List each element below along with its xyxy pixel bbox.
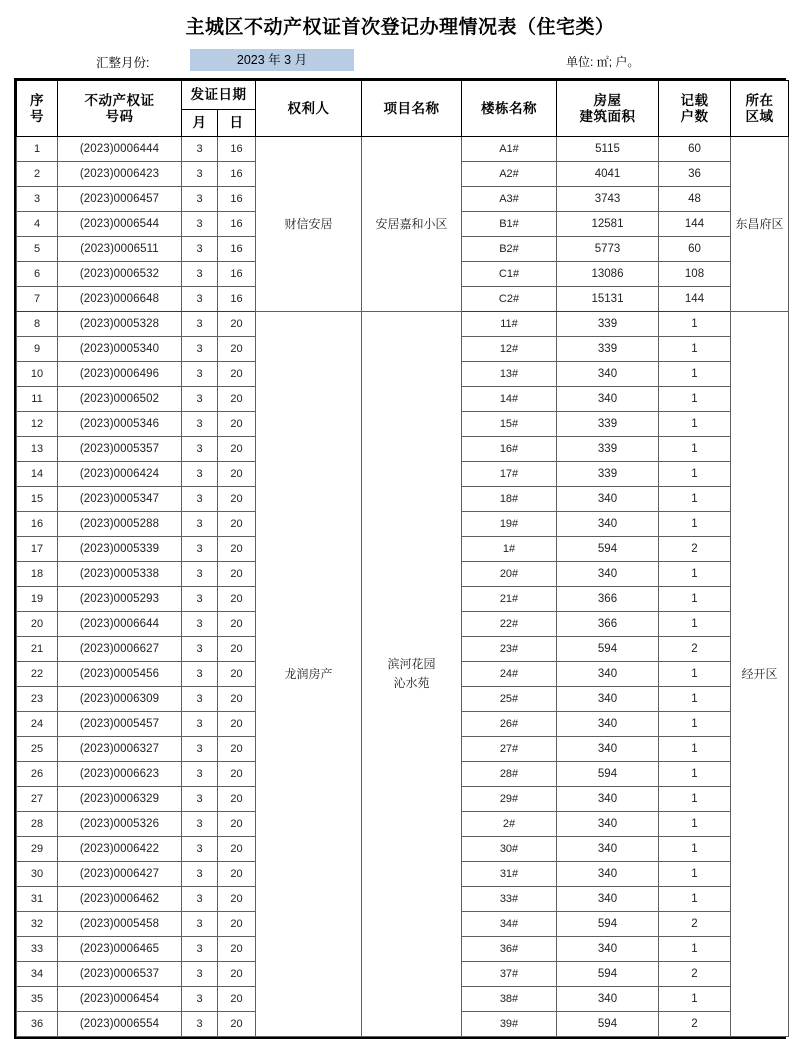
cell-cert: (2023)0006644 (58, 612, 182, 637)
cell-seq: 17 (17, 537, 58, 562)
cell-seq: 35 (17, 987, 58, 1012)
cell-month: 3 (182, 787, 218, 812)
cell-area: 340 (557, 387, 659, 412)
cell-units: 2 (659, 1012, 731, 1037)
cell-month: 3 (182, 262, 218, 287)
cell-month: 3 (182, 687, 218, 712)
cell-month: 3 (182, 712, 218, 737)
cell-day: 20 (218, 612, 256, 637)
cell-building: 37# (462, 962, 557, 987)
cell-cert: (2023)0006554 (58, 1012, 182, 1037)
cell-project (362, 312, 462, 1037)
cell-project-line: 滨河花园 (387, 657, 436, 672)
cell-month: 3 (182, 887, 218, 912)
cell-units: 1 (659, 837, 731, 862)
cell-building: 36# (462, 937, 557, 962)
cell-building: 2# (462, 812, 557, 837)
cell-seq: 13 (17, 437, 58, 462)
cell-month: 3 (182, 212, 218, 237)
cell-cert: (2023)0005457 (58, 712, 182, 737)
cell-area: 13086 (557, 262, 659, 287)
cell-area: 594 (557, 962, 659, 987)
cell-day: 20 (218, 662, 256, 687)
table-body (17, 137, 789, 1037)
cell-units: 60 (659, 237, 731, 262)
cell-seq: 36 (17, 1012, 58, 1037)
cell-area: 340 (557, 487, 659, 512)
cell-seq: 7 (17, 287, 58, 312)
cell-area: 340 (557, 737, 659, 762)
cell-units: 144 (659, 212, 731, 237)
cell-area: 340 (557, 837, 659, 862)
cell-units: 1 (659, 762, 731, 787)
cell-building: 22# (462, 612, 557, 637)
cell-seq: 34 (17, 962, 58, 987)
column-header-region (731, 81, 789, 137)
cell-cert: (2023)0006424 (58, 462, 182, 487)
header-cert-line1: 不动产权证 (84, 92, 155, 108)
cell-seq: 11 (17, 387, 58, 412)
cell-building: 24# (462, 662, 557, 687)
cell-cert: (2023)0006465 (58, 937, 182, 962)
cell-cert: (2023)0006502 (58, 387, 182, 412)
cell-day: 16 (218, 287, 256, 312)
cell-owner-line: 龙润房产 (284, 666, 333, 681)
cell-seq: 10 (17, 362, 58, 387)
cell-day: 20 (218, 337, 256, 362)
cell-area: 340 (557, 787, 659, 812)
cell-seq: 14 (17, 462, 58, 487)
cell-cert: (2023)0005338 (58, 562, 182, 587)
column-header-seq (17, 81, 58, 137)
cell-month: 3 (182, 437, 218, 462)
cell-project-line: 沁水苑 (393, 676, 430, 690)
cell-month: 3 (182, 837, 218, 862)
cell-day: 16 (218, 162, 256, 187)
cell-building: A2# (462, 162, 557, 187)
cell-units: 1 (659, 437, 731, 462)
cell-month: 3 (182, 587, 218, 612)
cell-seq: 33 (17, 937, 58, 962)
cell-building: 31# (462, 862, 557, 887)
cell-building: 34# (462, 912, 557, 937)
unit-note-suffix: ; 户。 (608, 55, 640, 69)
cell-cert: (2023)0006648 (58, 287, 182, 312)
cell-cert: (2023)0005328 (58, 312, 182, 337)
cell-building: 23# (462, 637, 557, 662)
cell-cert: (2023)0006544 (58, 212, 182, 237)
cell-cert: (2023)0005357 (58, 437, 182, 462)
cell-day: 16 (218, 187, 256, 212)
cell-day: 20 (218, 862, 256, 887)
cell-units: 1 (659, 362, 731, 387)
cell-seq: 2 (17, 162, 58, 187)
cell-area: 340 (557, 987, 659, 1012)
cell-building: B2# (462, 237, 557, 262)
cell-seq: 19 (17, 587, 58, 612)
period-label: 汇整月份: (96, 56, 150, 70)
cell-cert: (2023)0006423 (58, 162, 182, 187)
cell-month: 3 (182, 812, 218, 837)
cell-building: 1# (462, 537, 557, 562)
column-header-day: 日 (218, 110, 256, 137)
cell-seq: 15 (17, 487, 58, 512)
cell-month: 3 (182, 187, 218, 212)
cell-building: 15# (462, 412, 557, 437)
cell-month: 3 (182, 387, 218, 412)
header-region-line2: 区域 (745, 108, 774, 124)
table-row (17, 312, 789, 337)
table-header (17, 81, 789, 137)
unit-symbol: ㎡ (596, 55, 609, 69)
header-cert-line2: 号码 (105, 108, 134, 124)
cell-units: 144 (659, 287, 731, 312)
cell-building: 33# (462, 887, 557, 912)
cell-units: 1 (659, 312, 731, 337)
cell-area: 340 (557, 937, 659, 962)
column-header-project: 项目名称 (362, 81, 462, 137)
cell-area: 12581 (557, 212, 659, 237)
registration-table-container (14, 78, 786, 1039)
cell-units: 1 (659, 712, 731, 737)
cell-building: 21# (462, 587, 557, 612)
cell-owner-line: 财信安居 (284, 216, 333, 231)
cell-cert: (2023)0006454 (58, 987, 182, 1012)
cell-area: 4041 (557, 162, 659, 187)
cell-day: 20 (218, 762, 256, 787)
cell-units: 1 (659, 787, 731, 812)
cell-day: 20 (218, 637, 256, 662)
cell-units: 1 (659, 862, 731, 887)
cell-month: 3 (182, 762, 218, 787)
cell-area: 340 (557, 887, 659, 912)
cell-month: 3 (182, 287, 218, 312)
cell-month: 3 (182, 512, 218, 537)
cell-region: 经开区 (731, 312, 789, 1037)
cell-month: 3 (182, 637, 218, 662)
cell-area: 340 (557, 512, 659, 537)
cell-area: 340 (557, 562, 659, 587)
column-header-owner: 权利人 (256, 81, 362, 137)
cell-units: 1 (659, 937, 731, 962)
cell-month: 3 (182, 337, 218, 362)
cell-building: A3# (462, 187, 557, 212)
cell-seq: 16 (17, 512, 58, 537)
cell-day: 20 (218, 537, 256, 562)
cell-building: 12# (462, 337, 557, 362)
unit-note (566, 53, 639, 70)
header-seq-line1: 序 (30, 92, 44, 108)
period-value-field[interactable]: 2023 年 3 月 (190, 49, 354, 71)
cell-seq: 23 (17, 687, 58, 712)
cell-month: 3 (182, 137, 218, 162)
cell-units: 2 (659, 637, 731, 662)
cell-seq: 21 (17, 637, 58, 662)
cell-seq: 9 (17, 337, 58, 362)
cell-units: 1 (659, 562, 731, 587)
cell-units: 1 (659, 812, 731, 837)
cell-units: 1 (659, 887, 731, 912)
cell-day: 20 (218, 837, 256, 862)
cell-cert: (2023)0006537 (58, 962, 182, 987)
column-header-units (659, 81, 731, 137)
cell-month: 3 (182, 737, 218, 762)
cell-building: 28# (462, 762, 557, 787)
cell-area: 594 (557, 912, 659, 937)
cell-day: 20 (218, 1012, 256, 1037)
cell-owner (256, 312, 362, 1037)
cell-area: 340 (557, 712, 659, 737)
cell-building: 26# (462, 712, 557, 737)
column-header-cert (58, 81, 182, 137)
cell-day: 16 (218, 212, 256, 237)
header-area-line2: 建筑面积 (579, 108, 636, 124)
cell-month: 3 (182, 362, 218, 387)
registration-table (16, 80, 789, 1037)
cell-cert: (2023)0005326 (58, 812, 182, 837)
cell-day: 20 (218, 362, 256, 387)
cell-building: C1# (462, 262, 557, 287)
cell-seq: 1 (17, 137, 58, 162)
cell-cert: (2023)0005340 (58, 337, 182, 362)
cell-day: 20 (218, 962, 256, 987)
cell-cert: (2023)0006309 (58, 687, 182, 712)
cell-units: 1 (659, 387, 731, 412)
cell-area: 340 (557, 687, 659, 712)
header-seq-line2: 号 (30, 108, 44, 124)
cell-month: 3 (182, 462, 218, 487)
cell-cert: (2023)0005456 (58, 662, 182, 687)
cell-day: 20 (218, 887, 256, 912)
cell-day: 20 (218, 487, 256, 512)
cell-area: 340 (557, 862, 659, 887)
cell-seq: 25 (17, 737, 58, 762)
cell-day: 20 (218, 312, 256, 337)
cell-units: 1 (659, 512, 731, 537)
unit-note-prefix: 单位: (566, 55, 594, 69)
cell-units: 1 (659, 987, 731, 1012)
cell-seq: 12 (17, 412, 58, 437)
cell-cert: (2023)0005288 (58, 512, 182, 537)
cell-seq: 4 (17, 212, 58, 237)
cell-building: B1# (462, 212, 557, 237)
cell-seq: 22 (17, 662, 58, 687)
cell-month: 3 (182, 537, 218, 562)
cell-day: 20 (218, 687, 256, 712)
cell-day: 20 (218, 912, 256, 937)
cell-month: 3 (182, 937, 218, 962)
cell-area: 3743 (557, 187, 659, 212)
cell-units: 2 (659, 912, 731, 937)
cell-month: 3 (182, 1012, 218, 1037)
cell-area: 5773 (557, 237, 659, 262)
cell-area: 594 (557, 637, 659, 662)
cell-owner (256, 137, 362, 312)
cell-cert: (2023)0006422 (58, 837, 182, 862)
cell-building: 14# (462, 387, 557, 412)
cell-day: 20 (218, 437, 256, 462)
cell-building: 25# (462, 687, 557, 712)
cell-seq: 20 (17, 612, 58, 637)
header-area-line1: 房屋 (593, 92, 622, 108)
cell-units: 48 (659, 187, 731, 212)
cell-day: 20 (218, 737, 256, 762)
cell-building: 27# (462, 737, 557, 762)
column-header-month: 月 (182, 110, 218, 137)
meta-row (0, 49, 800, 75)
cell-units: 1 (659, 412, 731, 437)
cell-area: 5115 (557, 137, 659, 162)
cell-seq: 6 (17, 262, 58, 287)
cell-building: 13# (462, 362, 557, 387)
cell-month: 3 (182, 237, 218, 262)
cell-building: 19# (462, 512, 557, 537)
cell-month: 3 (182, 912, 218, 937)
column-header-area (557, 81, 659, 137)
cell-building: 17# (462, 462, 557, 487)
cell-building: 38# (462, 987, 557, 1012)
cell-units: 1 (659, 737, 731, 762)
cell-seq: 29 (17, 837, 58, 862)
cell-day: 16 (218, 237, 256, 262)
cell-cert: (2023)0006327 (58, 737, 182, 762)
cell-area: 339 (557, 462, 659, 487)
cell-units: 1 (659, 587, 731, 612)
cell-month: 3 (182, 862, 218, 887)
cell-building: 20# (462, 562, 557, 587)
cell-units: 1 (659, 462, 731, 487)
cell-units: 2 (659, 962, 731, 987)
cell-building: 18# (462, 487, 557, 512)
cell-day: 20 (218, 712, 256, 737)
cell-units: 1 (659, 687, 731, 712)
header-units-line1: 记载 (680, 92, 709, 108)
cell-cert: (2023)0005458 (58, 912, 182, 937)
cell-day: 20 (218, 987, 256, 1012)
cell-building: 11# (462, 312, 557, 337)
cell-cert: (2023)0006457 (58, 187, 182, 212)
cell-cert: (2023)0006427 (58, 862, 182, 887)
cell-cert: (2023)0005347 (58, 487, 182, 512)
cell-seq: 31 (17, 887, 58, 912)
cell-day: 20 (218, 787, 256, 812)
cell-month: 3 (182, 312, 218, 337)
cell-building: 39# (462, 1012, 557, 1037)
cell-cert: (2023)0006496 (58, 362, 182, 387)
cell-day: 20 (218, 812, 256, 837)
cell-units: 1 (659, 612, 731, 637)
header-region-line1: 所在 (745, 92, 774, 108)
cell-seq: 18 (17, 562, 58, 587)
cell-units: 2 (659, 537, 731, 562)
cell-seq: 24 (17, 712, 58, 737)
cell-units: 1 (659, 662, 731, 687)
cell-day: 20 (218, 512, 256, 537)
cell-area: 339 (557, 412, 659, 437)
cell-building: 30# (462, 837, 557, 862)
cell-cert: (2023)0005293 (58, 587, 182, 612)
cell-day: 20 (218, 387, 256, 412)
column-header-issue-date: 发证日期 (182, 81, 256, 110)
cell-cert: (2023)0005346 (58, 412, 182, 437)
cell-day: 20 (218, 937, 256, 962)
cell-month: 3 (182, 562, 218, 587)
cell-building: 29# (462, 787, 557, 812)
cell-month: 3 (182, 487, 218, 512)
cell-units: 1 (659, 337, 731, 362)
cell-month: 3 (182, 412, 218, 437)
cell-cert: (2023)0006623 (58, 762, 182, 787)
cell-day: 16 (218, 262, 256, 287)
page-title: 主城区不动产权证首次登记办理情况表（住宅类） (185, 17, 615, 38)
cell-units: 1 (659, 487, 731, 512)
cell-cert: (2023)0006329 (58, 787, 182, 812)
cell-area: 366 (557, 612, 659, 637)
cell-cert: (2023)0006511 (58, 237, 182, 262)
cell-seq: 30 (17, 862, 58, 887)
cell-area: 340 (557, 662, 659, 687)
cell-building: A1# (462, 137, 557, 162)
cell-building: C2# (462, 287, 557, 312)
cell-day: 16 (218, 137, 256, 162)
header-units-line2: 户数 (680, 108, 709, 124)
cell-units: 36 (659, 162, 731, 187)
cell-area: 594 (557, 762, 659, 787)
cell-area: 15131 (557, 287, 659, 312)
cell-seq: 8 (17, 312, 58, 337)
cell-day: 20 (218, 462, 256, 487)
cell-seq: 28 (17, 812, 58, 837)
cell-units: 60 (659, 137, 731, 162)
cell-day: 20 (218, 412, 256, 437)
cell-cert: (2023)0006532 (58, 262, 182, 287)
cell-cert: (2023)0006627 (58, 637, 182, 662)
cell-building: 16# (462, 437, 557, 462)
cell-project (362, 137, 462, 312)
cell-area: 366 (557, 587, 659, 612)
table-row (17, 137, 789, 162)
cell-area: 339 (557, 437, 659, 462)
cell-seq: 3 (17, 187, 58, 212)
cell-area: 340 (557, 362, 659, 387)
cell-area: 340 (557, 812, 659, 837)
cell-project-line: 安居嘉和小区 (375, 216, 448, 231)
cell-cert: (2023)0006444 (58, 137, 182, 162)
cell-area: 594 (557, 537, 659, 562)
cell-month: 3 (182, 612, 218, 637)
cell-area: 339 (557, 312, 659, 337)
cell-month: 3 (182, 662, 218, 687)
cell-units: 108 (659, 262, 731, 287)
cell-seq: 27 (17, 787, 58, 812)
cell-month: 3 (182, 987, 218, 1012)
cell-month: 3 (182, 962, 218, 987)
cell-month: 3 (182, 162, 218, 187)
cell-region: 东昌府区 (731, 137, 789, 312)
cell-day: 20 (218, 562, 256, 587)
cell-area: 339 (557, 337, 659, 362)
cell-cert: (2023)0006462 (58, 887, 182, 912)
cell-seq: 5 (17, 237, 58, 262)
cell-seq: 26 (17, 762, 58, 787)
column-header-building: 楼栋名称 (462, 81, 557, 137)
cell-area: 594 (557, 1012, 659, 1037)
cell-day: 20 (218, 587, 256, 612)
cell-cert: (2023)0005339 (58, 537, 182, 562)
cell-seq: 32 (17, 912, 58, 937)
